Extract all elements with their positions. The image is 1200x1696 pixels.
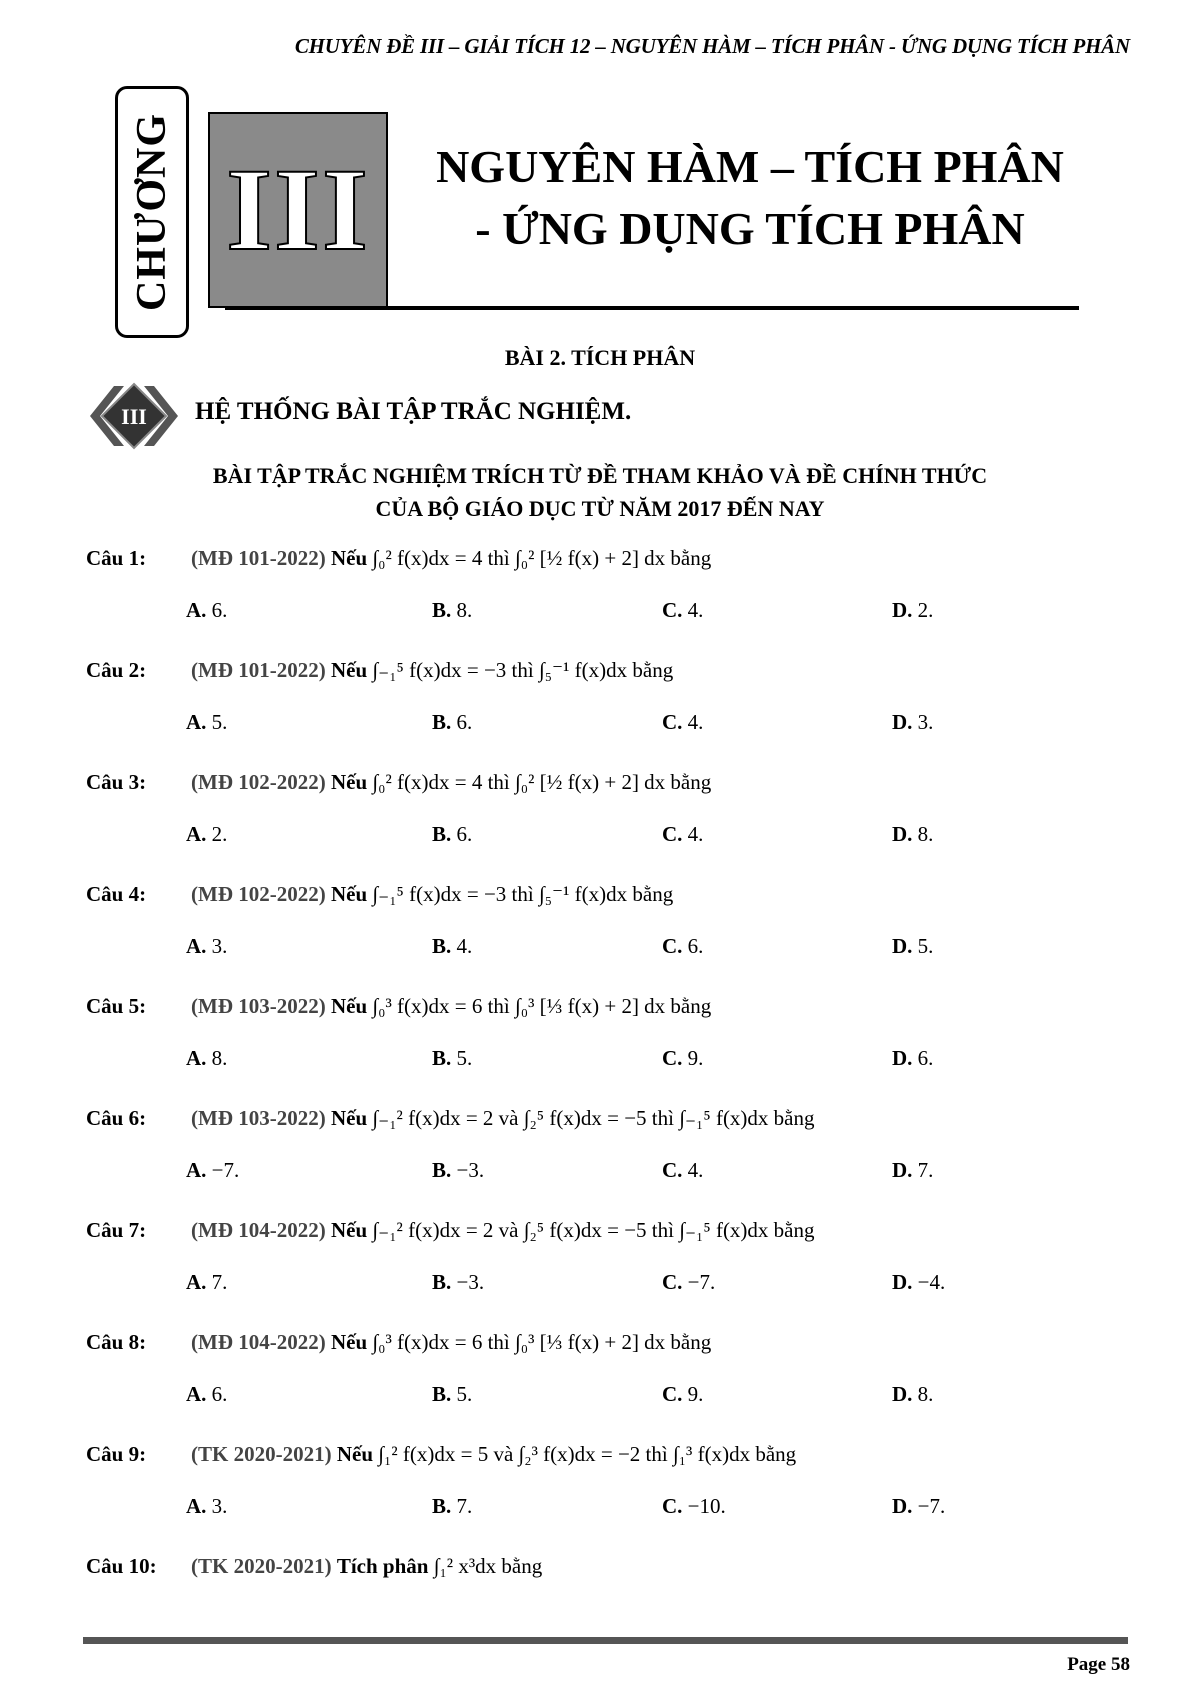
option-value: −4. [917,1270,946,1294]
question-formula: ∫₁² x³dx bằng [433,1554,543,1578]
question-stem [191,882,673,907]
option-label: D. [892,822,913,846]
option-label: A. [186,1270,207,1294]
option-value: 6. [917,1046,934,1070]
question-number: Câu 7: [86,1218,147,1242]
question-stem [191,1218,815,1243]
question-9 [86,1424,1126,1518]
question-formula: ∫₋₁⁵ f(x)dx = −3 thì ∫₅⁻¹ f(x)dx bằng [372,882,674,906]
question-number: Câu 8: [86,1330,147,1354]
question-intro: Nếu [336,1442,373,1466]
question-5 [86,976,1126,1070]
question-2 [86,640,1126,734]
answer-option-a [186,1382,227,1407]
option-label: C. [662,598,683,622]
answer-option-d [892,1270,945,1295]
option-value: 8. [917,822,934,846]
answer-option-c [662,1158,703,1183]
question-source: (MĐ 102-2022) [191,882,326,906]
answer-option-a [186,598,227,623]
option-value: 4. [456,934,473,958]
option-value: 7. [211,1270,228,1294]
option-value: 4. [687,598,704,622]
option-value: 5. [456,1046,473,1070]
option-label: C. [662,822,683,846]
option-value: −10. [687,1494,726,1518]
answer-option-d [892,934,933,959]
option-label: B. [432,934,452,958]
option-label: D. [892,1158,913,1182]
answer-option-a [186,1494,227,1519]
option-value: 5. [456,1382,473,1406]
question-8 [86,1312,1126,1406]
option-label: B. [432,1046,452,1070]
option-label: D. [892,1046,913,1070]
section-title: HỆ THỐNG BÀI TẬP TRẮC NGHIỆM. [195,398,632,425]
question-source: (MĐ 101-2022) [191,658,326,682]
answer-option-a [186,710,227,735]
chapter-title-line2: - ỨNG DỤNG TÍCH PHÂN [475,203,1025,254]
option-label: B. [432,598,452,622]
option-value: 9. [687,1046,704,1070]
answer-option-c [662,1046,703,1071]
answer-option-b [432,1494,472,1519]
answer-option-b [432,1158,484,1183]
option-label: A. [186,1046,207,1070]
answer-option-c [662,822,703,847]
answer-option-d [892,1382,933,1407]
running-header: CHUYÊN ĐỀ III – GIẢI TÍCH 12 – NGUYÊN HÀM – TÍCH PHÂN - ỨNG DỤNG TÍCH PHÂN [294,34,1130,58]
option-label: D. [892,598,913,622]
question-number: Câu 1: [86,546,147,570]
chapter-label: CHƯƠNG [129,112,175,312]
answer-option-b [432,1382,472,1407]
question-number: Câu 4: [86,882,147,906]
question-intro: Tích phân [336,1554,429,1578]
question-intro: Nếu [330,1218,368,1242]
option-value: 5. [211,710,228,734]
question-intro: Nếu [330,546,368,570]
option-label: C. [662,934,683,958]
option-value: 6. [456,822,473,846]
question-10 [86,1536,1126,1616]
option-label: D. [892,1270,913,1294]
option-value: 6. [211,598,228,622]
question-formula: ∫₀³ f(x)dx = 6 thì ∫₀³ [⅓ f(x) + 2] dx bằng [372,1330,712,1354]
option-value: 7. [917,1158,934,1182]
question-stem [191,994,711,1019]
answer-option-a [186,934,227,959]
question-number: Câu 9: [86,1442,147,1466]
answer-option-a [186,822,227,847]
option-value: 5. [917,934,934,958]
option-label: A. [186,710,207,734]
question-number: Câu 3: [86,770,147,794]
question-stem [191,1106,815,1131]
footer-rule [83,1637,1128,1644]
option-value: 4. [687,822,704,846]
question-number: Câu 10: [86,1554,157,1578]
question-source: (MĐ 102-2022) [191,770,326,794]
answer-option-b [432,1046,472,1071]
option-value: 2. [917,598,934,622]
question-source: (TK 2020-2021) [191,1442,332,1466]
question-7 [86,1200,1126,1294]
answer-option-b [432,822,472,847]
option-label: A. [186,822,207,846]
answer-option-a [186,1158,239,1183]
option-value: 3. [917,710,934,734]
option-value: −7. [211,1158,240,1182]
option-value: 4. [687,1158,704,1182]
answer-option-d [892,822,933,847]
question-intro: Nếu [330,994,368,1018]
option-label: A. [186,1382,207,1406]
option-label: C. [662,1270,683,1294]
question-intro: Nếu [330,1106,368,1130]
question-formula: ∫₀³ f(x)dx = 6 thì ∫₀³ [⅓ f(x) + 2] dx bằng [372,994,712,1018]
option-label: C. [662,1158,683,1182]
answer-option-d [892,598,933,623]
chapter-number: III [226,144,370,275]
answer-option-b [432,934,472,959]
option-label: D. [892,934,913,958]
answer-option-d [892,1046,933,1071]
question-stem [191,658,673,683]
question-formula: ∫₋₁² f(x)dx = 2 và ∫₂⁵ f(x)dx = −5 thì ∫₋₁⁵ f(x)dx bằng [372,1106,815,1130]
option-value: 6. [211,1382,228,1406]
question-stem [191,770,711,795]
option-label: B. [432,1494,452,1518]
question-intro: Nếu [330,1330,368,1354]
question-stem [191,546,711,571]
option-value: −3. [456,1270,485,1294]
option-label: A. [186,1158,207,1182]
question-4 [86,864,1126,958]
question-6 [86,1088,1126,1182]
answer-option-c [662,934,703,959]
section-diamond-icon [84,378,184,454]
answer-option-d [892,1158,933,1183]
option-label: C. [662,1494,683,1518]
question-formula: ∫₀² f(x)dx = 4 thì ∫₀² [½ f(x) + 2] dx bằng [372,546,712,570]
option-value: 8. [456,598,473,622]
option-label: D. [892,1494,913,1518]
option-label: B. [432,822,452,846]
option-label: B. [432,710,452,734]
option-value: −7. [917,1494,946,1518]
question-intro: Nếu [330,770,368,794]
option-label: B. [432,1270,452,1294]
chapter-number-box [208,112,388,308]
question-formula: ∫₋₁⁵ f(x)dx = −3 thì ∫₅⁻¹ f(x)dx bằng [372,658,674,682]
option-value: 3. [211,1494,228,1518]
subtitle-line2: CỦA BỘ GIÁO DỤC TỪ NĂM 2017 ĐẾN NAY [375,496,825,521]
option-label: C. [662,1382,683,1406]
option-value: 9. [687,1382,704,1406]
option-value: 6. [687,934,704,958]
answer-option-c [662,598,703,623]
answer-option-b [432,1270,484,1295]
option-label: A. [186,598,207,622]
question-formula: ∫₋₁² f(x)dx = 2 và ∫₂⁵ f(x)dx = −5 thì ∫₋₁⁵ f(x)dx bằng [372,1218,815,1242]
option-label: B. [432,1382,452,1406]
option-label: C. [662,1046,683,1070]
exercise-subtitle [150,459,1050,525]
option-label: D. [892,710,913,734]
question-formula: ∫₀² f(x)dx = 4 thì ∫₀² [½ f(x) + 2] dx bằng [372,770,712,794]
option-label: D. [892,1382,913,1406]
question-3 [86,752,1126,846]
question-intro: Nếu [330,658,368,682]
answer-option-c [662,1382,703,1407]
chapter-title [410,136,1090,260]
chapter-title-line1: NGUYÊN HÀM – TÍCH PHÂN [436,141,1064,192]
answer-option-c [662,1270,715,1295]
option-value: 2. [211,822,228,846]
option-value: 6. [456,710,473,734]
question-intro: Nếu [330,882,368,906]
question-number: Câu 5: [86,994,147,1018]
subtitle-line1: BÀI TẬP TRẮC NGHIỆM TRÍCH TỪ ĐỀ THAM KHẢO VÀ ĐỀ CHÍNH THỨC [212,463,988,488]
option-value: 3. [211,934,228,958]
lesson-title: BÀI 2. TÍCH PHÂN [504,345,696,370]
answer-option-a [186,1270,227,1295]
option-value: 4. [687,710,704,734]
question-source: (MĐ 104-2022) [191,1218,326,1242]
question-source: (MĐ 103-2022) [191,994,326,1018]
question-number: Câu 6: [86,1106,147,1130]
answer-option-d [892,1494,945,1519]
answer-option-d [892,710,933,735]
question-stem [191,1330,711,1355]
option-value: 8. [917,1382,934,1406]
answer-option-b [432,598,472,623]
chapter-title-rule [225,306,1079,310]
option-value: −3. [456,1158,485,1182]
answer-option-b [432,710,472,735]
option-label: C. [662,710,683,734]
answer-option-c [662,1494,726,1519]
question-stem [191,1554,542,1579]
question-source: (MĐ 101-2022) [191,546,326,570]
option-label: B. [432,1158,452,1182]
option-value: −7. [687,1270,716,1294]
option-label: A. [186,1494,207,1518]
answer-option-a [186,1046,227,1071]
page-number: Page 58 [1067,1654,1130,1675]
section-icon-numeral: III [121,404,147,429]
question-source: (MĐ 104-2022) [191,1330,326,1354]
option-label: A. [186,934,207,958]
question-source: (MĐ 103-2022) [191,1106,326,1130]
option-value: 8. [211,1046,228,1070]
question-stem [191,1442,796,1467]
answer-option-c [662,710,703,735]
question-1 [86,528,1126,622]
question-number: Câu 2: [86,658,147,682]
question-formula: ∫₁² f(x)dx = 5 và ∫₂³ f(x)dx = −2 thì ∫₁³ f(x)dx bằng [378,1442,797,1466]
option-value: 7. [456,1494,473,1518]
question-source: (TK 2020-2021) [191,1554,332,1578]
